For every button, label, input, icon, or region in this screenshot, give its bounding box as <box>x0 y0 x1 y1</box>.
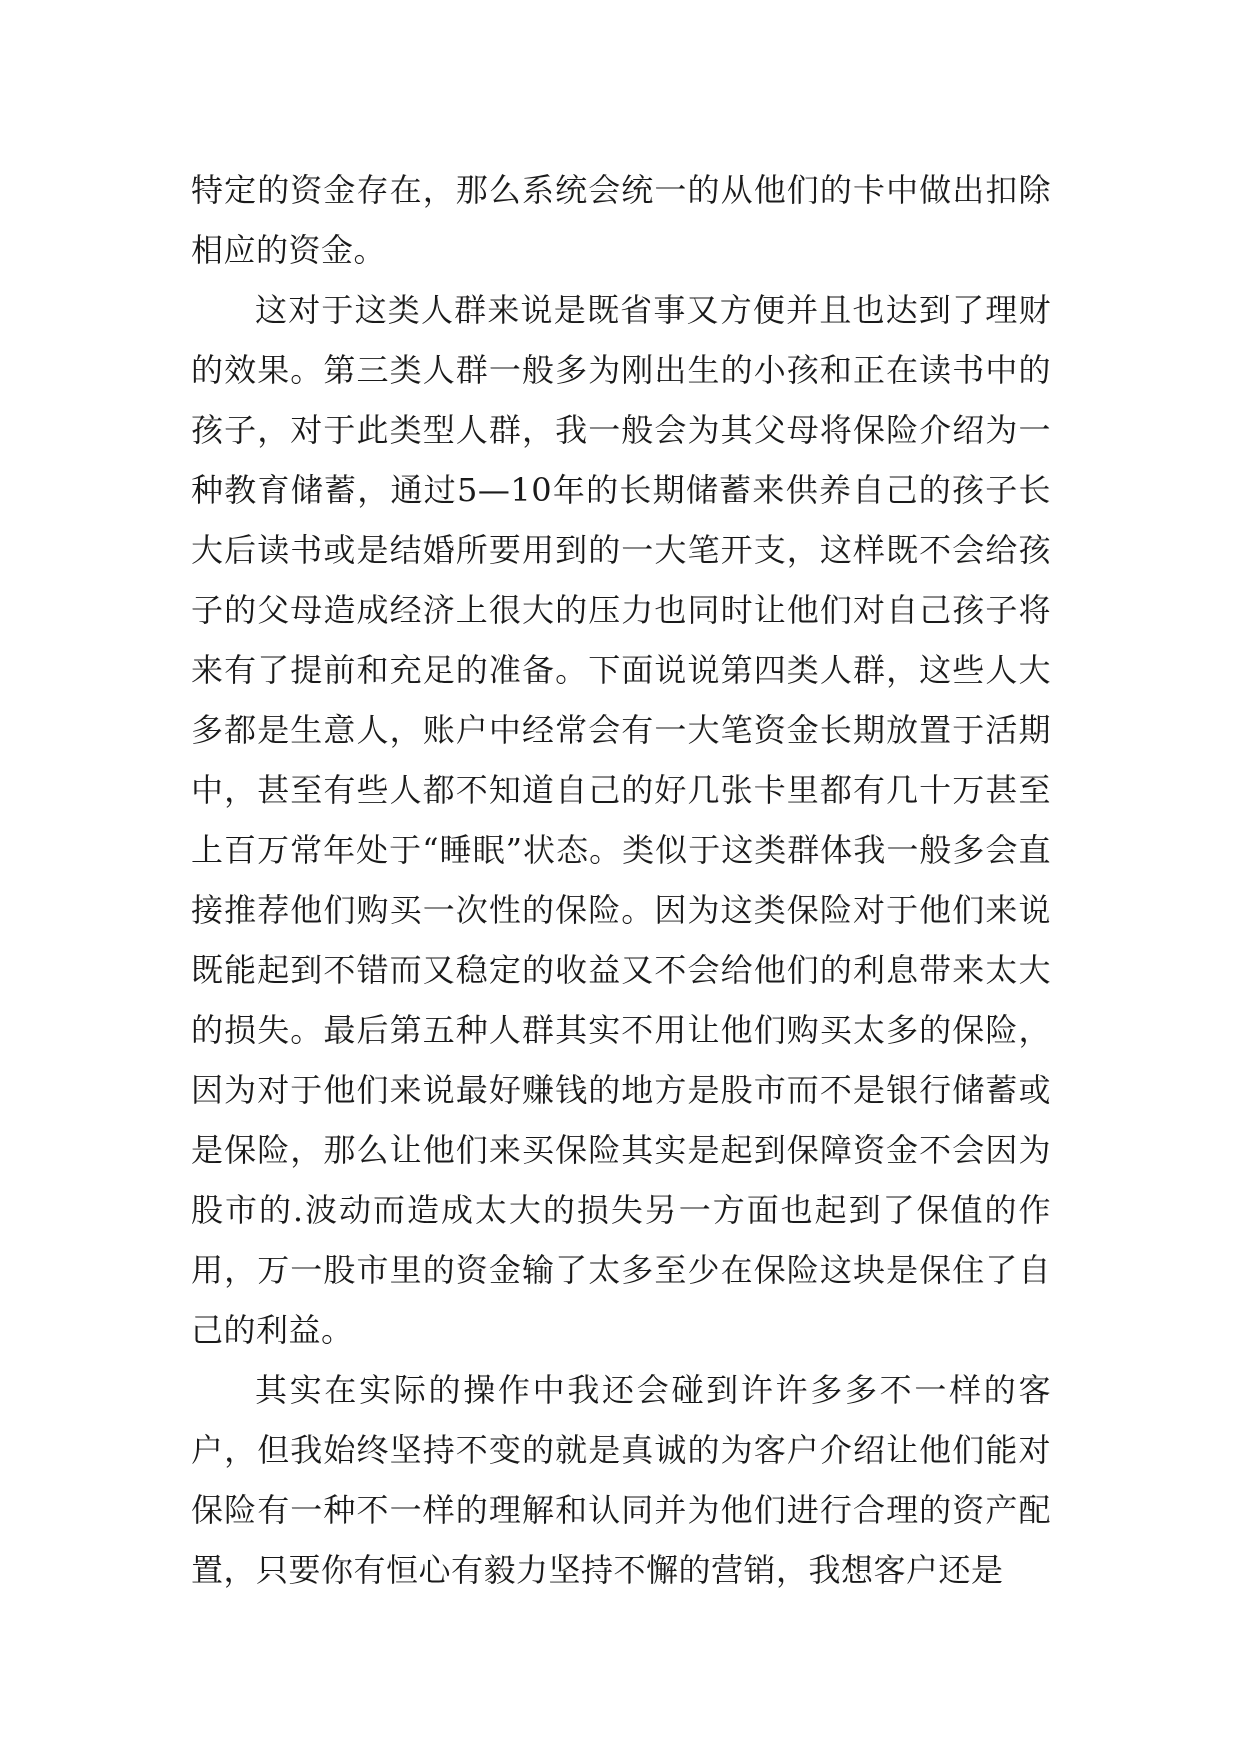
document-body <box>191 160 1051 1600</box>
paragraph-customer-groups: 这对于这类人群来说是既省事又方便并且也达到了理财的效果。第三类人群一般多为刚出生的小孩和正在读书中的孩子，对于此类型人群，我一般会为其父母将保险介绍为一种教育储蓄，通过5—10年的长期储蓄来供养自己的孩子长大后读书或是结婚所要用到的一大笔开支，这样既不会给孩子的父母造成经济上很大的压力也同时让他们对自己孩子将来有了提前和充足的准备。下面说说第四类人群，这些人大多都是生意人，账户中经常会有一大笔资金长期放置于活期中，甚至有些人都不知道自己的好几张卡里都有几十万甚至上百万常年处于“睡眠”状态。类似于这类群体我一般多会直接推荐他们购买一次性的保险。因为这类保险对于他们来说既能起到不错而又稳定的收益又不会给他们的利息带来太大的损失。最后第五种人群其实不用让他们购买太多的保险，因为对于他们来说最好赚钱的地方是股市而不是银行储蓄或是保险，那么让他们来买保险其实是起到保障资金不会因为股市的.波动而造成太大的损失另一方面也起到了保值的作用，万一股市里的资金输了太多至少在保险这块是保住了自己的利益。 <box>191 291 1051 1349</box>
paragraph-sincere-service: 其实在实际的操作中我还会碰到许许多多不一样的客户，但我始终坚持不变的就是真诚的为客户介绍让他们能对保险有一种不一样的理解和认同并为他们进行合理的资产配置，只要你有恒心有毅力坚持不懈的营销，我想客户还是 <box>191 1371 1051 1589</box>
paragraph-continued: 特定的资金存在，那么系统会统一的从他们的卡中做出扣除相应的资金。 <box>191 171 1051 269</box>
